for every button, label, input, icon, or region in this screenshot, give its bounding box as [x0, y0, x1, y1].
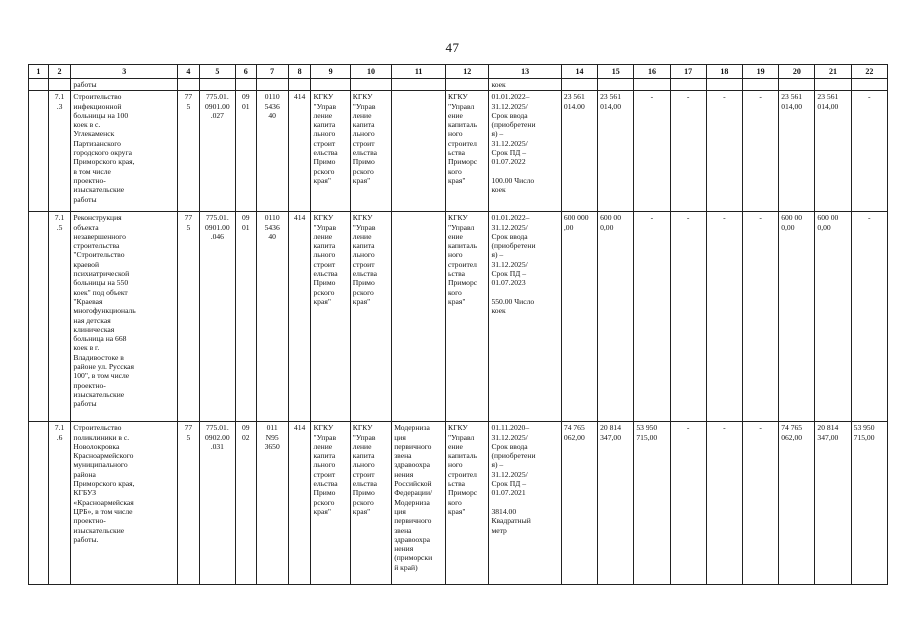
table-cell: [392, 79, 446, 91]
table-cell: КГКУ "Управл ение капиталь ного строител ьства Приморс кого края": [446, 212, 489, 422]
table-row: [29, 422, 888, 585]
table-cell: -: [706, 212, 742, 422]
row-number: 7.1 .6: [48, 422, 71, 585]
table-cell: [815, 79, 851, 91]
table-cell: 600 00 0,00: [779, 212, 815, 422]
table-cell: 74 765 062,00: [779, 422, 815, 585]
table-cell: КГКУ "Управл ение капиталь ного строител ьства Приморс кого края": [446, 91, 489, 212]
table-cell: КГКУ "Управ ление капита льного строит ельства Примо рского края": [311, 422, 350, 585]
table-cell: -: [706, 422, 742, 585]
table-cell: 09 01: [235, 212, 256, 422]
table-cell: 01.01.2022– 31.12.2025/ Срок ввода (приобретени я) – 31.12.2025/ Срок ПД – 01.07.2023 550.00 Число коек: [489, 212, 561, 422]
row-number: 7.1 .5: [48, 212, 71, 422]
table-cell: 775.01. 0901.00 .027: [199, 91, 235, 212]
table-cell: [446, 79, 489, 91]
table-cell: 23 561 014.00: [561, 91, 597, 212]
table-cell: 77 5: [178, 212, 200, 422]
column-header: 12: [446, 65, 489, 79]
table-cell: -: [634, 91, 670, 212]
table-row: [29, 79, 888, 91]
column-header: 22: [851, 65, 887, 79]
table-cell: [29, 422, 49, 585]
table-cell: [256, 79, 288, 91]
column-header: 17: [670, 65, 706, 79]
table-cell: -: [670, 422, 706, 585]
table-cell: [48, 79, 71, 91]
column-header: 14: [561, 65, 597, 79]
table-cell: -: [742, 212, 778, 422]
table-cell: КГКУ "Управ ление капита льного строит ельства Примо рского края": [350, 422, 391, 585]
table-cell: 600 000 ,00: [561, 212, 597, 422]
object-name: Реконструкция объекта незавершенного строительства "Строительство краевой психиатрической больницы на 550 коек" под объект "Краевая многофункциональ ная детская клиническая больница на 668 коек в г. Владивостоке в районе ул. Русская 100", в том числе проектно- изыскательские работы: [71, 212, 178, 422]
table-cell: [235, 79, 256, 91]
table-cell: 74 765 062,00: [561, 422, 597, 585]
page-number: 47: [445, 40, 460, 55]
table-cell: 775.01. 0901.00 .046: [199, 212, 235, 422]
header-row: [29, 65, 888, 79]
table-cell: [561, 79, 597, 91]
table-cell: [178, 79, 200, 91]
table-cell: 09 01: [235, 91, 256, 212]
table-cell: КГКУ "Управ ление капита льного строит ельства Примо рского края": [311, 212, 350, 422]
table-cell: 01.01.2022– 31.12.2025/ Срок ввода (приобретени я) – 31.12.2025/ Срок ПД – 01.07.2022 100.00 Число коек: [489, 91, 561, 212]
table-cell: 0110 5436 40: [256, 91, 288, 212]
column-header: 8: [288, 65, 311, 79]
table-cell: -: [706, 91, 742, 212]
table-cell: [199, 79, 235, 91]
table-cell: [288, 79, 311, 91]
table-cell: 23 561 014,00: [598, 91, 634, 212]
column-header: 15: [598, 65, 634, 79]
table-cell: 20 814 347,00: [598, 422, 634, 585]
table-cell: [29, 212, 49, 422]
table-cell: 01.11.2020– 31.12.2025/ Срок ввода (приобретени я) – 31.12.2025/ Срок ПД – 01.07.2021 3814.00 Квадратный метр: [489, 422, 561, 585]
column-header: 1: [29, 65, 49, 79]
table-cell: [29, 91, 49, 212]
table-cell: [706, 79, 742, 91]
table-cell: -: [851, 91, 887, 212]
column-header: 7: [256, 65, 288, 79]
table-cell: 23 561 014,00: [779, 91, 815, 212]
table-cell: 0110 5436 40: [256, 212, 288, 422]
table-cell: -: [851, 212, 887, 422]
table-row: [29, 212, 888, 422]
table-cell: работы: [71, 79, 178, 91]
table-cell: -: [670, 91, 706, 212]
table-cell: -: [742, 91, 778, 212]
table-cell: -: [670, 212, 706, 422]
table-cell: 414: [288, 422, 311, 585]
table-cell: КГКУ "Управл ение капиталь ного строител ьства Приморс кого края": [446, 422, 489, 585]
table-cell: 23 561 014,00: [815, 91, 851, 212]
table-cell: [29, 79, 49, 91]
column-header: 11: [392, 65, 446, 79]
column-header: 16: [634, 65, 670, 79]
column-header: 13: [489, 65, 561, 79]
table-cell: коек: [489, 79, 561, 91]
table-cell: 77 5: [178, 422, 200, 585]
object-name: Строительство поликлиники в с. Новолокровка Красноармейского муниципального района Приморского края, КГБУЗ «Красноармейская ЦРБ», в том числе проектно- изыскательские работы.: [71, 422, 178, 585]
table-cell: 775.01. 0902.00 .031: [199, 422, 235, 585]
column-header: 20: [779, 65, 815, 79]
column-header: 18: [706, 65, 742, 79]
table-cell: 600 00 0,00: [598, 212, 634, 422]
column-header: 10: [350, 65, 391, 79]
table-cell: 011 N95 3650: [256, 422, 288, 585]
table-cell: КГКУ "Управ ление капита льного строит ельства Примо рского края": [311, 91, 350, 212]
table-cell: КГКУ "Управ ление капита льного строит ельства Примо рского края": [350, 91, 391, 212]
table-cell: 600 00 0,00: [815, 212, 851, 422]
column-header: 3: [71, 65, 178, 79]
table-cell: 53 950 715,00: [634, 422, 670, 585]
table-cell: Модерниза ция первичного звена здравоохра нения Российской Федерации/ Модерниза ция первичного звена здравоохра нения (приморски й край): [392, 422, 446, 585]
table-cell: [779, 79, 815, 91]
column-header: 5: [199, 65, 235, 79]
column-header: 6: [235, 65, 256, 79]
budget-table: [28, 64, 888, 585]
table-cell: -: [742, 422, 778, 585]
table-cell: [634, 79, 670, 91]
table-cell: [392, 212, 446, 422]
column-header: 19: [742, 65, 778, 79]
table-cell: 53 950 715,00: [851, 422, 887, 585]
table-cell: [851, 79, 887, 91]
table-cell: [742, 79, 778, 91]
table-cell: 77 5: [178, 91, 200, 212]
column-header: 21: [815, 65, 851, 79]
table-cell: [311, 79, 350, 91]
column-header: 4: [178, 65, 200, 79]
table-body: [29, 79, 888, 585]
object-name: Строительство инфекционной больницы на 100 коек в с. Углекаменск Партизанского городского округа Приморского края, в том числе проектно- изыскательские работы: [71, 91, 178, 212]
table-cell: 20 814 347,00: [815, 422, 851, 585]
table-cell: 09 02: [235, 422, 256, 585]
table-cell: [670, 79, 706, 91]
table-cell: -: [634, 212, 670, 422]
table-cell: 414: [288, 91, 311, 212]
table-cell: [350, 79, 391, 91]
table-row: [29, 91, 888, 212]
table-cell: [598, 79, 634, 91]
column-header: 9: [311, 65, 350, 79]
table-cell: [392, 91, 446, 212]
row-number: 7.1 .3: [48, 91, 71, 212]
table-cell: КГКУ "Управ ление капита льного строит ельства Примо рского края": [350, 212, 391, 422]
column-header: 2: [48, 65, 71, 79]
table-cell: 414: [288, 212, 311, 422]
